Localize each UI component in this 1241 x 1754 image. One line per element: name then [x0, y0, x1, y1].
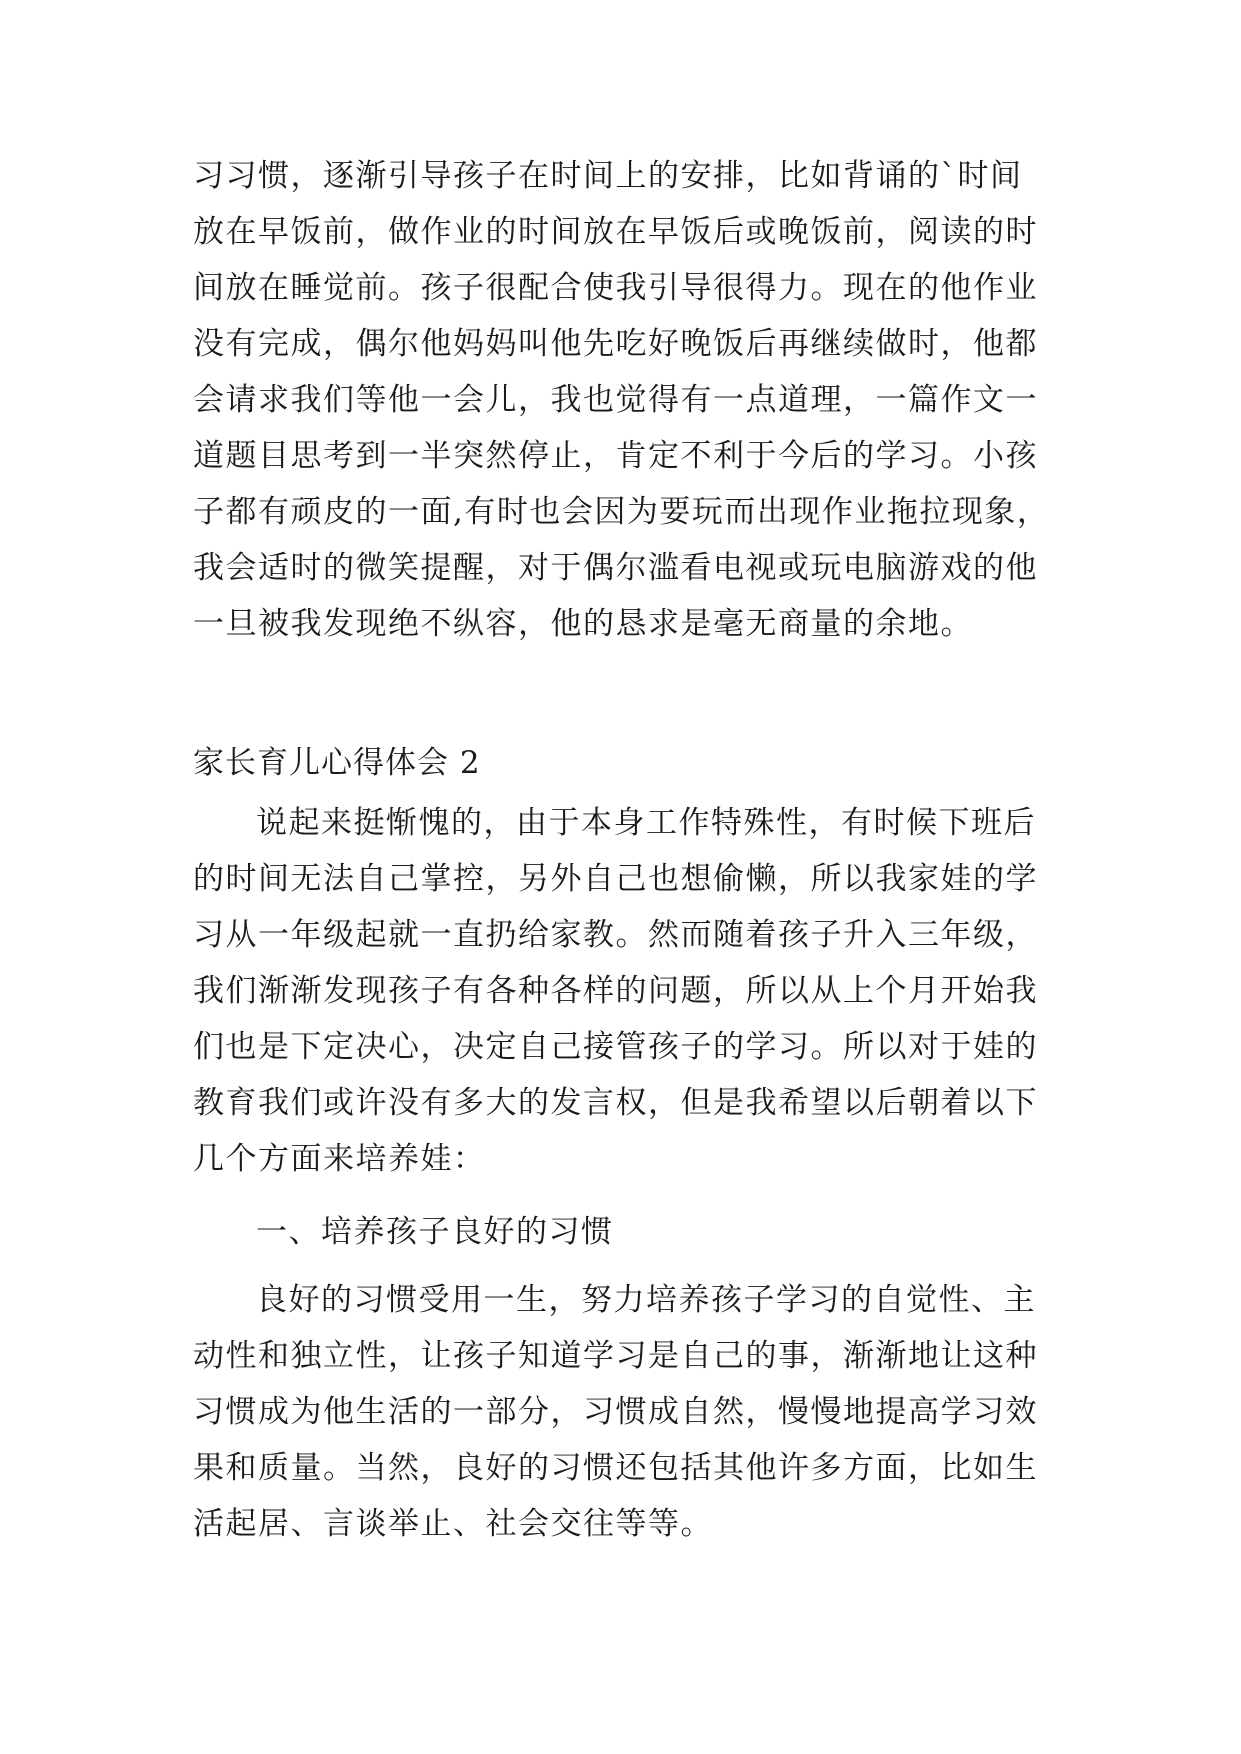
section-title: 家长育儿心得体会 2	[193, 745, 481, 781]
paragraph-1-line-1: 习习惯，逐渐引导孩子在时间上的安排，比如背诵的`时间	[193, 158, 1023, 194]
paragraph-1-line-2: 放在早饭前，做作业的时间放在早饭后或晚饭前，阅读的时	[193, 214, 1038, 250]
paragraph-2-line-5: 们也是下定决心，决定自己接管孩子的学习。所以对于娃的	[193, 1029, 1038, 1065]
paragraph-3-line-3: 习惯成为他生活的一部分，习惯成自然，慢慢地提高学习效	[193, 1394, 1038, 1430]
paragraph-1-line-7: 子都有顽皮的一面,有时也会因为要玩而出现作业拖拉现象，	[193, 494, 1050, 530]
paragraph-2-line-4: 我们渐渐发现孩子有各种各样的问题，所以从上个月开始我	[193, 973, 1038, 1009]
paragraph-2-line-1: 说起来挺惭愧的，由于本身工作特殊性，有时候下班后	[256, 805, 1036, 841]
paragraph-1-line-3: 间放在睡觉前。孩子很配合使我引导很得力。现在的他作业	[193, 270, 1038, 306]
paragraph-2-line-3: 习从一年级起就一直扔给家教。然而随着孩子升入三年级，	[193, 917, 1038, 953]
paragraph-3-line-1: 良好的习惯受用一生，努力培养孩子学习的自觉性、主	[256, 1282, 1036, 1318]
paragraph-3-line-4: 果和质量。当然，良好的习惯还包括其他许多方面，比如生	[193, 1450, 1038, 1486]
paragraph-2-line-6: 教育我们或许没有多大的发言权，但是我希望以后朝着以下	[193, 1085, 1038, 1121]
subheading-1: 一、培养孩子良好的习惯	[256, 1214, 614, 1250]
paragraph-2-line-7: 几个方面来培养娃：	[193, 1141, 486, 1177]
paragraph-1-line-6: 道题目思考到一半突然停止，肯定不利于今后的学习。小孩	[193, 438, 1038, 474]
paragraph-3-line-2: 动性和独立性，让孩子知道学习是自己的事，渐渐地让这种	[193, 1338, 1038, 1374]
paragraph-1-line-4: 没有完成，偶尔他妈妈叫他先吃好晚饭后再继续做时，他都	[193, 326, 1038, 362]
paragraph-3-line-5: 活起居、言谈举止、社会交往等等。	[193, 1506, 713, 1542]
paragraph-2-line-2: 的时间无法自己掌控，另外自己也想偷懒，所以我家娃的学	[193, 861, 1038, 897]
paragraph-1-line-5: 会请求我们等他一会儿，我也觉得有一点道理，一篇作文一	[193, 382, 1038, 418]
paragraph-1-line-8: 我会适时的微笑提醒，对于偶尔滥看电视或玩电脑游戏的他	[193, 550, 1038, 586]
paragraph-1-line-9: 一旦被我发现绝不纵容，他的恳求是毫无商量的余地。	[193, 606, 973, 642]
